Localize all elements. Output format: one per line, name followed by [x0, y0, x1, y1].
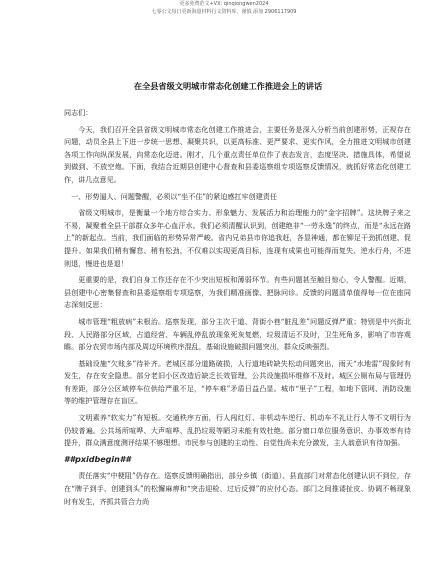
section-heading: 一、形势逼人、问题警醒，必须以“坐不住”的紧迫感扛牢创建责任 — [71, 191, 277, 201]
paragraph: 省级文明城市，是衡量一个地方综合实力、形象魅力、发展活力和治理能力的“金字招牌”。这块牌子来之不易，凝聚着全县干部群众多年心血汗水。我们必须清醒认识到，创建绝非“一劳永逸”的终点，而是“永远在路上”的新起点。当前，我们面临的形势异常严峻。省内兄弟县市你追我赶，各显神通，都在铆足干劲抓创建、促提升。如果我们稍有懈怠、稍有松劲，不仅难以实现更高目标，连现有成果也可能得而复失、逆水行舟，不进则退，慢进也是退！ — [64, 208, 411, 268]
header-line: 更多免费范文+VX: qinqiongwen2024 — [179, 1, 269, 7]
header-line: 七零公文每日更新海量材料行文资料库，谨慎 添加 2906117909 — [151, 9, 297, 15]
pxid-marker: ##pxidbegin## — [64, 454, 131, 464]
paragraph: 今天，我们召开全县省级文明城市常态化创建工作推进会，主要任务是深入分析当前创建形势，正视存在问题，动员全县上下进一步统一思想、凝聚共识，以更高标准、更严要求、更实作风，全力推进文明城市创建各项工作向纵深发展，向常态化迈进。刚才，几个重点责任单位作了表态发言，态度坚决、措施具体，希望说到做到、不放空炮。下面，我结合近期县创建中心督查和县委巡察组专项巡察反馈情况，就抓好常态化创建工作，讲几点意见。 — [64, 124, 411, 184]
paragraph: 基础设施“欠账多”待补齐。老城区部分道路破损，人行道地砖缺失松动问题突出，雨天“水地雷”现象时有发生，存在安全隐患。部分老旧小区改造后缺乏长效管理，公共设施损坏维修不及时。城区公厕布局与管理仍有差距，部分公区域停车位供给严重不足，“停车难”矛盾日益凸显。城市“里子”工程，如地下管网、消防设施等的维护管理存在盲区。 — [64, 358, 411, 406]
document-title: 在全县省级文明城市常态化创建工作推进会上的讲话 — [133, 81, 323, 91]
greeting: 同志们： — [64, 108, 93, 117]
paragraph: 文明素养“软实力”有短板。交通秩序方面，行人闯红灯、非机动车逆行、机动车不礼让行人等不文明行为仍较普遍。公共场所喧哗、大声喧哗、乱扔垃圾等陋习未能有效杜绝。部分窗口单位服务意识、办事效率有待提升，群众满意度测评结果不够理想。市民参与创建的主动性、自觉性尚未充分激发，主人翁意识有待加强。 — [64, 413, 411, 448]
paragraph: 更重要的是，我们自身工作还存在不少突出短板和薄弱环节。有些问题甚至触目惊心，令人警醒。近期，县创建中心密集督查和县委巡察组专项巡察，为我们精准画像、把脉问诊。反馈的问题清单值得每一位在座同志深刻反思： — [64, 275, 411, 310]
paragraph: 责任落实“中梗阻”仍存在。巡察反馈明确指出，部分乡镇（街道）、县直部门对常态化创建认识不到位，存在“牌子到手、创建到头”的松懈麻痹和“突击迎检、过后反弹”的应付心态。部门之间推诿扯皮、协调不畅现象时有发生，齐抓共管合力尚 — [64, 471, 411, 506]
paragraph: 城市管理“粗放病”未根治。巡察发现，部分主次干道、背街小巷“脏乱差”问题反弹严重；特别是中兴街北段、人民路部分区域，占道经营、车辆乱停乱放现象死灰复燃，垃圾清运不及时，卫生死角多，影响了市容观瞻。部分农贸市场内部及周边环境秩序混乱，基础设施破损问题突出，群众反映强烈。 — [64, 316, 411, 352]
document-body — [64, 107, 411, 512]
